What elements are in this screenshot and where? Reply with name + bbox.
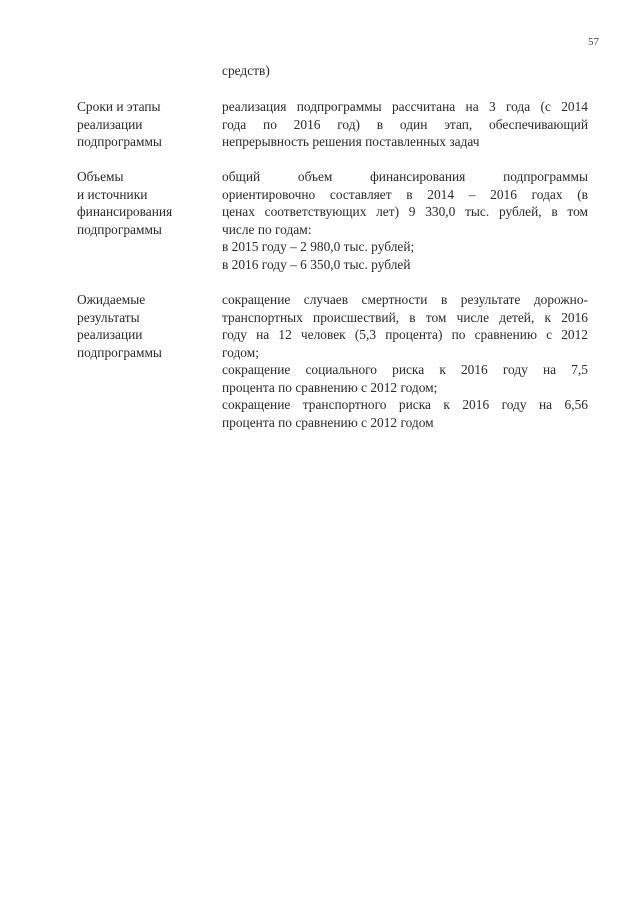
label-terms-stages	[77, 98, 207, 151]
label-funding	[77, 168, 207, 238]
value-line: непрерывность решения поставленных задач	[222, 134, 480, 149]
value-line: ценах соответствующих лет) 9 330,0 тыс. рублей, в том	[222, 204, 588, 219]
continuation-text: средств)	[222, 63, 270, 78]
value-line: годом;	[222, 344, 259, 360]
label-expected-results	[77, 291, 207, 361]
label-line: Сроки и этапы	[77, 99, 161, 114]
value-line: общий объем финансирования подпрограммы	[222, 169, 588, 184]
value-line: ориентировочно составляет в 2014 – 2016 годах (в	[222, 186, 588, 202]
value-terms-stages	[222, 98, 588, 151]
value-line: сокращение случаев смертности в результате дорожно-	[222, 292, 588, 307]
label-line: реализации	[77, 327, 143, 342]
label-line: финансирования	[77, 204, 173, 219]
value-line: транспортных происшествий, в том числе детей, к 2016	[222, 309, 588, 325]
value-line: года по 2016 год) в один этап, обеспечивающий	[222, 116, 588, 132]
value-expected-results	[222, 291, 588, 431]
label-line: и источники	[77, 186, 148, 202]
label-line: результаты	[77, 309, 140, 325]
value-line: процента по сравнению с 2012 годом;	[222, 379, 438, 395]
label-line: реализации	[77, 116, 143, 132]
page-number: 57	[588, 36, 599, 48]
value-line: в 2015 году – 2 980,0 тыс. рублей;	[222, 239, 415, 254]
value-line: реализация подпрограммы рассчитана на 3 года (с 2014	[222, 99, 588, 114]
label-line: Ожидаемые	[77, 292, 146, 307]
value-funding	[222, 168, 588, 273]
label-line: подпрограммы	[77, 221, 162, 237]
label-line: Объемы	[77, 169, 124, 184]
value-line: в 2016 году – 6 350,0 тыс. рублей	[222, 256, 411, 272]
value-line: числе по годам:	[222, 221, 312, 237]
value-line: сокращение транспортного риска к 2016 году на 6,56	[222, 397, 588, 412]
value-line: сокращение социального риска к 2016 году на 7,5	[222, 362, 588, 377]
label-line: подпрограммы	[77, 134, 162, 149]
value-line: процента по сравнению с 2012 годом	[222, 414, 434, 430]
label-line: подпрограммы	[77, 344, 162, 360]
value-line: году на 12 человек (5,3 процента) по сравнению с 2012	[222, 327, 588, 342]
